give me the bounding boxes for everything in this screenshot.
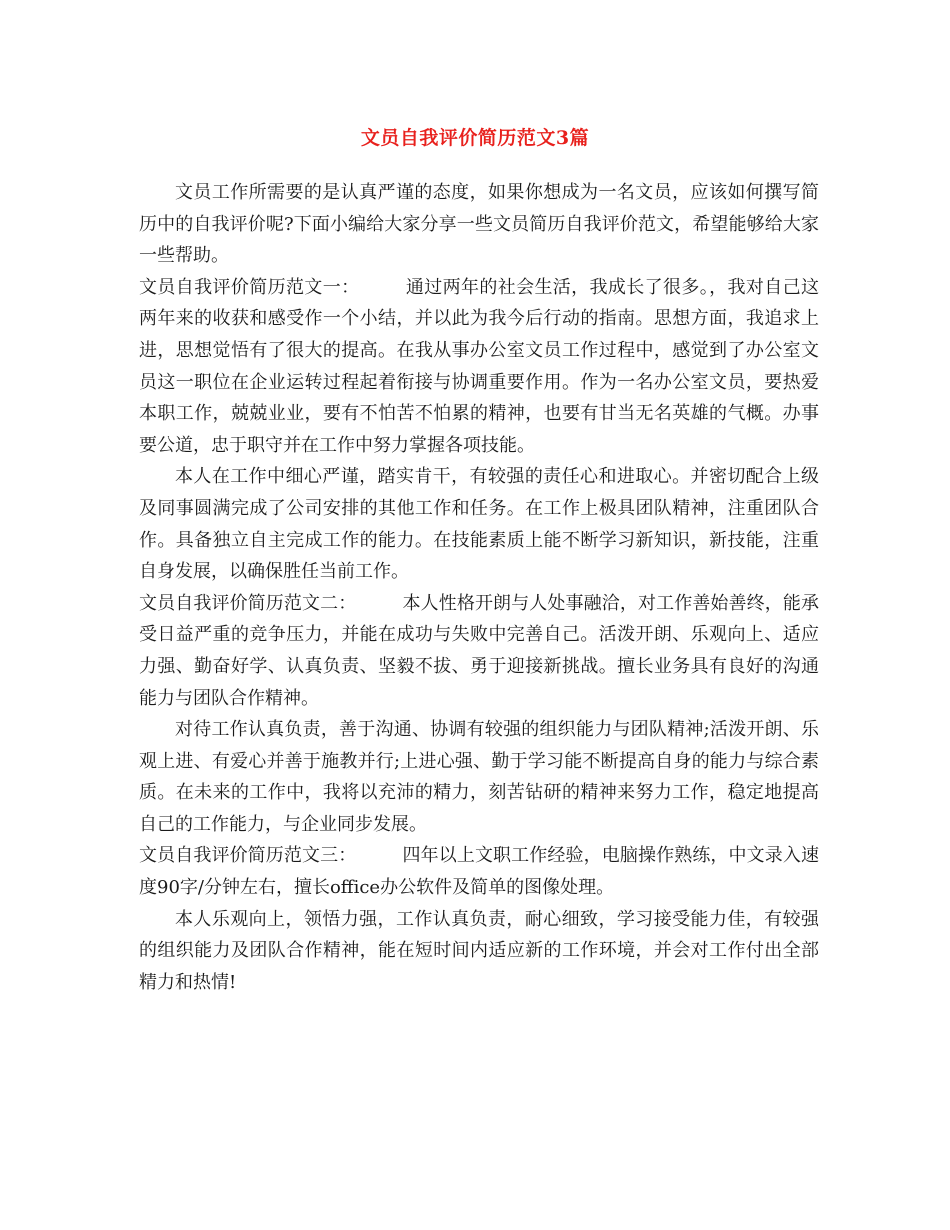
section-3-first-paragraph — [139, 840, 819, 903]
intro-paragraph: 文员工作所需要的是认真严谨的态度，如果你想成为一名文员，应该如何撰写简历中的自我评价呢?下面小编给大家分享一些文员简历自我评价范文，希望能够给大家一些帮助。 — [139, 182, 819, 267]
document-body — [139, 177, 819, 998]
section-3-paragraph-1: 四年以上文职工作经验，电脑操作熟练，中文录入速度90字/分钟左右，擅长office办公软件及简单的图像处理。 — [139, 845, 820, 899]
section-1-first-paragraph — [139, 272, 819, 462]
section-3-paragraph-2: 本人乐观向上，领悟力强，工作认真负责，耐心细致，学习接受能力佳，有较强的组织能力及团队合作精神，能在短时间内适应新的工作环境，并会对工作付出全部精力和热情! — [139, 908, 819, 993]
section-1-heading: 文员自我评价简历范文一： — [139, 276, 360, 298]
section-2-heading: 文员自我评价简历范文二： — [139, 592, 357, 614]
section-2-paragraph-1: 本人性格开朗与人处事融洽，对工作善始善终，能承受日益严重的竞争压力，并能在成功与失败中完善自己。活泼开朗、乐观向上、适应力强、勤奋好学、认真负责、坚毅不拔、勇于迎接新挑战。擅长业务具有良好的沟通能力与团队合作精神。 — [139, 592, 820, 709]
section-3-heading: 文员自我评价简历范文三： — [139, 845, 357, 867]
document-title: 文员自我评价简历范文3篇 — [360, 127, 590, 149]
section-2-first-paragraph — [139, 588, 819, 714]
section-1-paragraph-1: 通过两年的社会生活，我成长了很多。，我对自己这两年来的收获和感受作一个小结，并以此为我今后行动的指南。思想方面，我追求上进，思想觉悟有了很大的提高。在我从事办公室文员工作过程中，感觉到了办公室文员这一职位在企业运转过程起着衔接与协调重要作用。作为一名办公室文员，要热爱本职工作，兢兢业业，要有不怕苦不怕累的精神，也要有甘当无名英雄的气概。办事要公道，忠于职守并在工作中努力掌握各项技能。 — [139, 276, 820, 456]
section-1-paragraph-2: 本人在工作中细心严谨，踏实肯干，有较强的责任心和进取心。并密切配合上级及同事圆满完成了公司安排的其他工作和任务。在工作上极具团队精神，注重团队合作。具备独立自主完成工作的能力。在技能素质上能不断学习新知识，新技能，注重自身发展，以确保胜任当前工作。 — [139, 466, 819, 583]
section-2-paragraph-2: 对待工作认真负责，善于沟通、协调有较强的组织能力与团队精神;活泼开朗、乐观上进、有爱心并善于施教并行;上进心强、勤于学习能不断提高自身的能力与综合素质。在未来的工作中，我将以充沛的精力，刻苦钻研的精神来努力工作，稳定地提高自己的工作能力，与企业同步发展。 — [139, 719, 819, 835]
